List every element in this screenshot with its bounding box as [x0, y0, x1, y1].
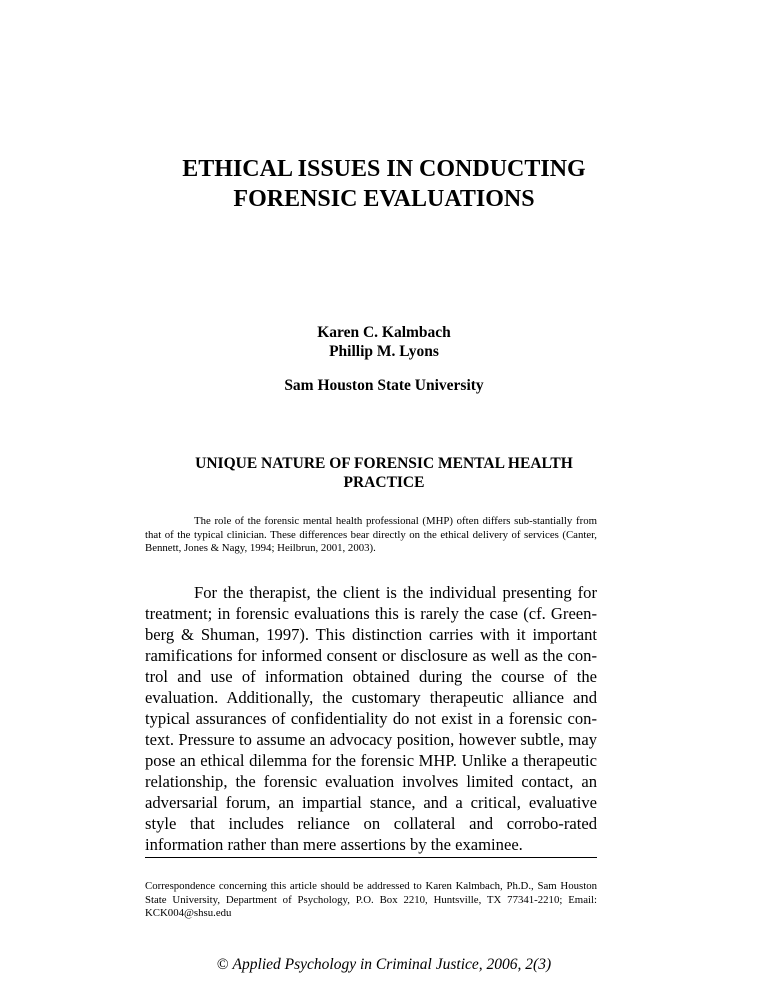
- copyright-symbol: ©: [216, 956, 229, 973]
- footnote-divider: [145, 857, 597, 858]
- author-affiliation: Sam Houston State University: [284, 377, 484, 394]
- section-heading-line-2: PRACTICE: [343, 474, 425, 491]
- abstract-paragraph: The role of the forensic mental health professional (MHP) often differs sub-stantially from that of the typical clinician. These differences bear directly on the ethical delivery of services (Canter, Bennett, Jones & Nagy, 1994; Heilbrun, 2001, 2003).: [145, 515, 597, 554]
- article-title-line-1: ETHICAL ISSUES IN CONDUCTING: [182, 156, 586, 182]
- article-title-line-2: FORENSIC EVALUATIONS: [233, 186, 535, 212]
- correspondence-footnote: Correspondence concerning this article should be addressed to Karen Kalmbach, Ph.D., Sam Houston State University, Department of Psychology, P.O. Box 2210, Huntsville, TX 77341-2210; Email: KCK004@shsu.edu: [145, 880, 597, 919]
- journal-citation-text: Applied Psychology in Criminal Justice, 2006, 2(3): [232, 956, 552, 973]
- body-paragraph: For the therapist, the client is the individual presenting for treatment; in forensic evaluations this is rarely the case (cf. Green-berg & Shuman, 1997). This distinction carries with it important ramifications for informed consent or disclosure as well as the con-trol and use of information obtained during the course of the evaluation. Additionally, the customary therapeutic alliance and typical assurances of confidentiality do not exist in a forensic con-text. Pressure to assume an advocacy position, however subtle, may pose an ethical dilemma for the forensic MHP. Unlike a therapeutic relationship, the forensic evaluation involves limited contact, an adversarial forum, an impartial stance, and a critical, evaluative style that includes reliance on collateral and corrobo-rated information rather than mere assertions by the examinee.: [145, 583, 597, 854]
- article-title: [120, 154, 648, 214]
- section-heading-line-1: UNIQUE NATURE OF FORENSIC MENTAL HEALTH: [195, 455, 573, 472]
- author-name: Phillip M. Lyons: [329, 343, 439, 360]
- journal-citation: [120, 955, 648, 974]
- author-name: Karen C. Kalmbach: [317, 324, 451, 341]
- section-heading: [140, 454, 628, 492]
- author-list: [120, 323, 648, 361]
